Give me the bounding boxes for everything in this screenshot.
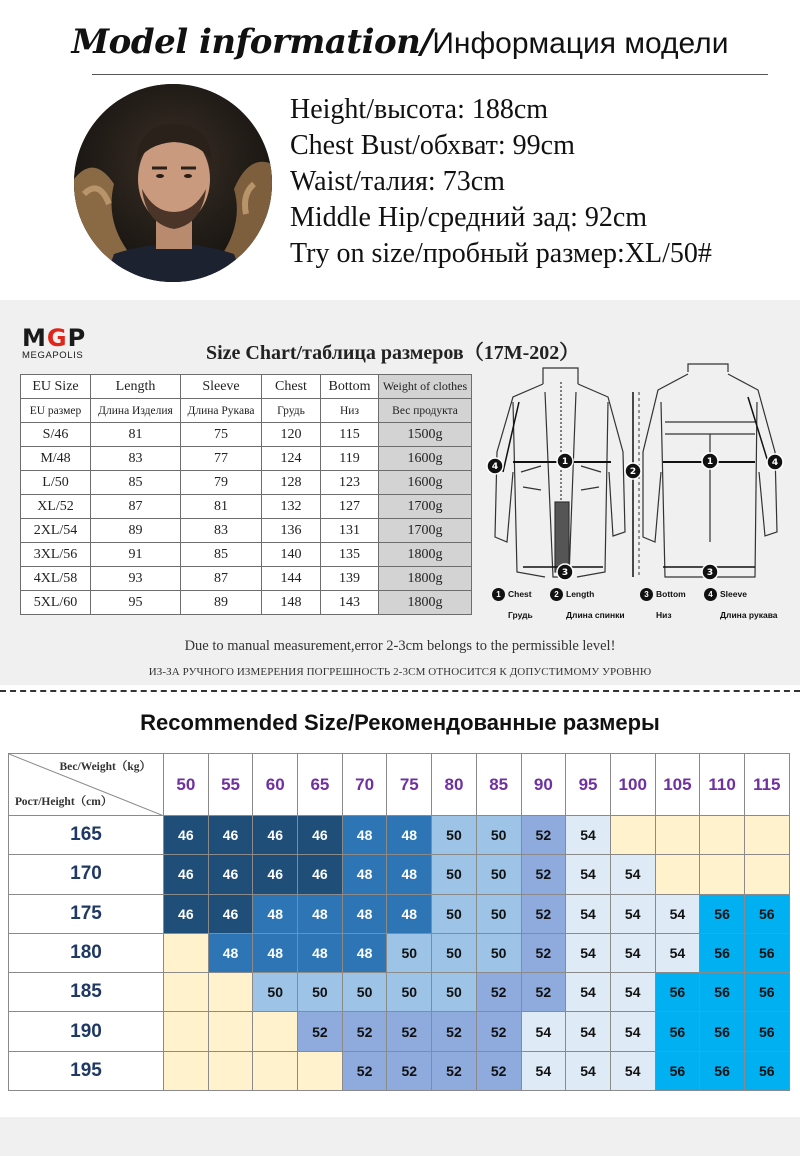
empty-size-cell [655,816,700,855]
weight-header-cell: 70 [342,754,387,816]
svg-text:3: 3 [561,568,569,578]
size-cell: 46 [298,816,343,855]
table-row [9,1051,790,1090]
empty-size-cell [208,1012,253,1051]
empty-size-cell [655,855,700,894]
size-cell: 56 [744,1012,789,1051]
weight-header-cell: 110 [700,754,745,816]
size-cell: 56 [700,973,745,1012]
jacket-back-illustration [643,364,777,577]
size-cell: 52 [432,1051,477,1090]
size-cell: 54 [566,1051,611,1090]
empty-size-cell [298,1051,343,1090]
header-chest: Chest [262,375,321,399]
table-row: 4XL/58 93 87 144 139 1800g [21,567,472,591]
legend-label-length-ru: Длина спинки [566,610,625,620]
size-cell: 46 [164,894,209,933]
size-cell: 52 [521,973,566,1012]
size-cell: 48 [298,933,343,972]
weight-header-cell: 55 [208,754,253,816]
size-cell: 48 [253,933,298,972]
header-sleeve: Sleeve [181,375,262,399]
svg-text:1: 1 [561,457,569,467]
empty-size-cell [208,1051,253,1090]
table-row: XL/52 87 81 132 127 1700g [21,495,472,519]
header-bottom: Bottom [321,375,379,399]
size-cell: 50 [476,933,521,972]
size-cell: 52 [387,1012,432,1051]
stat-hip: Middle Hip/средний зад: 92cm [290,202,648,233]
size-cell: 48 [387,894,432,933]
size-cell: 50 [432,894,477,933]
empty-size-cell [700,816,745,855]
size-cell: 48 [342,894,387,933]
weight-header-cell: 50 [164,754,209,816]
stat-chest: Chest Bust/обхват: 99cm [290,130,575,161]
size-cell: 50 [387,973,432,1012]
size-cell: 50 [387,933,432,972]
table-row [9,894,790,933]
size-cell: 50 [476,816,521,855]
size-cell: 54 [566,894,611,933]
footer-band [0,1117,800,1156]
table-row: L/50 85 79 128 123 1600g [21,471,472,495]
svg-text:2: 2 [629,467,637,477]
model-photo [74,84,272,282]
stat-try-on-size: Try on size/пробный размер:XL/50# [290,238,712,269]
stat-waist: Waist/талия: 73cm [290,166,505,197]
size-cell: 56 [744,894,789,933]
legend-label-chest-ru: Грудь [508,610,533,620]
table-row [9,816,790,855]
size-cell: 56 [700,933,745,972]
size-cell: 46 [208,855,253,894]
weight-header-cell: 65 [298,754,343,816]
weight-header-row [9,754,790,816]
empty-size-cell [164,933,209,972]
size-table-header [21,375,472,399]
size-cell: 54 [566,933,611,972]
size-cell: 56 [700,894,745,933]
size-cell: 48 [387,816,432,855]
size-cell: 48 [342,933,387,972]
svg-text:4: 4 [771,458,779,468]
height-header-cell: 175 [9,894,164,933]
header [0,0,800,92]
size-cell: 48 [253,894,298,933]
weight-header-cell: 75 [387,754,432,816]
empty-size-cell [610,816,655,855]
size-cell: 50 [476,855,521,894]
title-underline [92,74,768,75]
size-cell: 56 [700,1051,745,1090]
weight-header-cell: 105 [655,754,700,816]
height-header-cell: 185 [9,973,164,1012]
size-cell: 54 [610,1051,655,1090]
size-cell: 46 [208,816,253,855]
svg-text:1: 1 [706,457,714,467]
brand-logo [22,324,112,374]
size-cell: 50 [253,973,298,1012]
measurement-note-english: Due to manual measurement,error 2-3cm belongs to the permissible level! [184,638,616,654]
size-cell: 50 [432,973,477,1012]
size-cell: 54 [521,1051,566,1090]
empty-size-cell [253,1051,298,1090]
empty-size-cell [253,1012,298,1051]
table-row [9,855,790,894]
size-cell: 56 [655,1012,700,1051]
table-row [9,933,790,972]
height-header-cell: 180 [9,933,164,972]
size-cell: 54 [610,973,655,1012]
svg-text:4: 4 [491,462,499,472]
model-stats [290,92,790,272]
jacket-front-illustration [495,368,625,577]
empty-size-cell [744,816,789,855]
legend-item-length: 2 Length [550,588,594,601]
size-cell: 48 [208,933,253,972]
header-weight: Weight of clothes [379,375,472,399]
size-cell: 50 [432,855,477,894]
table-corner-cell [9,754,164,816]
title-english: Model information/ [71,22,433,62]
empty-size-cell [164,1012,209,1051]
size-cell: 52 [521,933,566,972]
empty-size-cell [744,855,789,894]
size-cell: 52 [476,1051,521,1090]
height-header-cell: 195 [9,1051,164,1090]
height-header-cell: 170 [9,855,164,894]
subheader-chest: Грудь [262,399,321,423]
size-cell: 52 [521,855,566,894]
size-cell: 50 [432,933,477,972]
recommended-size-table [8,753,790,1091]
subheader-bottom: Низ [321,399,379,423]
size-cell: 52 [476,973,521,1012]
model-section [0,92,800,292]
size-cell: 50 [476,894,521,933]
weight-header-cell: 115 [744,754,789,816]
size-cell: 54 [521,1012,566,1051]
size-cell: 52 [387,1051,432,1090]
size-table-subheader [21,399,472,423]
legend-label-sleeve-ru: Длина рукава [720,610,778,620]
table-row: 2XL/54 89 83 136 131 1700g [21,519,472,543]
size-cell: 54 [610,855,655,894]
height-axis-label: Рост/Height（cm） [15,796,113,808]
size-cell: 52 [298,1012,343,1051]
empty-size-cell [700,855,745,894]
size-cell: 54 [566,973,611,1012]
legend-item-chest: 1 Chest [492,588,532,601]
size-chart-section [0,300,800,685]
table-row: 3XL/56 91 85 140 135 1800g [21,543,472,567]
size-cell: 54 [566,855,611,894]
size-chart-title: Size Chart/таблица размеров（17M-202） [206,342,580,364]
weight-axis-label: Вес/Weight（kg） [59,761,151,773]
size-cell: 46 [164,816,209,855]
size-cell: 54 [655,894,700,933]
table-row: M/48 83 77 124 119 1600g [21,447,472,471]
subheader-length: Длина Изделия [91,399,181,423]
size-cell: 54 [610,933,655,972]
weight-header-cell: 80 [432,754,477,816]
table-row [9,973,790,1012]
recommended-size-title: Recommended Size/Рекомендованные размеры [140,710,660,735]
header-eu-size: EU Size [21,375,91,399]
size-table [20,374,472,615]
size-cell: 48 [342,855,387,894]
table-row [9,1012,790,1051]
size-cell: 52 [432,1012,477,1051]
weight-header-cell: 90 [521,754,566,816]
size-cell: 46 [164,855,209,894]
size-cell: 52 [342,1051,387,1090]
size-cell: 46 [298,855,343,894]
size-cell: 46 [253,816,298,855]
empty-size-cell [164,1051,209,1090]
section-divider [0,690,800,692]
empty-size-cell [164,973,209,1012]
table-row: 5XL/60 95 89 148 143 1800g [21,591,472,615]
table-row: S/46 81 75 120 115 1500g [21,423,472,447]
legend-item-sleeve: 4 Sleeve [704,588,747,601]
size-cell: 48 [342,816,387,855]
page-title [0,22,800,62]
subheader-sleeve: Длина Рукава [181,399,262,423]
size-cell: 52 [476,1012,521,1051]
size-cell: 56 [700,1012,745,1051]
size-cell: 56 [655,1051,700,1090]
size-cell: 56 [744,973,789,1012]
height-header-cell: 165 [9,816,164,855]
subheader-eu-size: EU размер [21,399,91,423]
size-cell: 54 [610,894,655,933]
weight-header-cell: 60 [253,754,298,816]
stat-height: Height/высота: 188cm [290,94,549,125]
size-cell: 48 [387,855,432,894]
size-cell: 50 [342,973,387,1012]
weight-header-cell: 95 [566,754,611,816]
title-russian: Информация модели [432,27,729,60]
subheader-weight: Вес продукта [379,399,472,423]
legend-label-bottom-ru: Низ [656,610,672,620]
size-cell: 56 [744,933,789,972]
size-cell: 54 [566,1012,611,1051]
weight-header-cell: 100 [610,754,655,816]
size-cell: 50 [298,973,343,1012]
size-cell: 48 [298,894,343,933]
size-cell: 56 [744,1051,789,1090]
size-cell: 52 [521,894,566,933]
height-header-cell: 190 [9,1012,164,1051]
size-cell: 54 [655,933,700,972]
size-cell: 52 [342,1012,387,1051]
size-cell: 54 [610,1012,655,1051]
size-cell: 50 [432,816,477,855]
size-cell: 46 [208,894,253,933]
logo-mark: MGP [22,324,87,352]
svg-text:3: 3 [706,568,714,578]
header-length: Length [91,375,181,399]
brand-name: MEGAPOLIS [22,350,84,361]
size-cell: 52 [521,816,566,855]
measurement-note-russian: ИЗ-ЗА РУЧНОГО ИЗМЕРЕНИЯ ПОГРЕШНОСТЬ 2-3СМ ОТНОСИТСЯ К ДОПУСТИМОМУ УРОВНЮ [148,666,652,678]
weight-header-cell: 85 [476,754,521,816]
empty-size-cell [208,973,253,1012]
legend-item-bottom: 3 Bottom [640,588,686,601]
size-cell: 54 [566,816,611,855]
size-cell: 46 [253,855,298,894]
size-cell: 56 [655,973,700,1012]
